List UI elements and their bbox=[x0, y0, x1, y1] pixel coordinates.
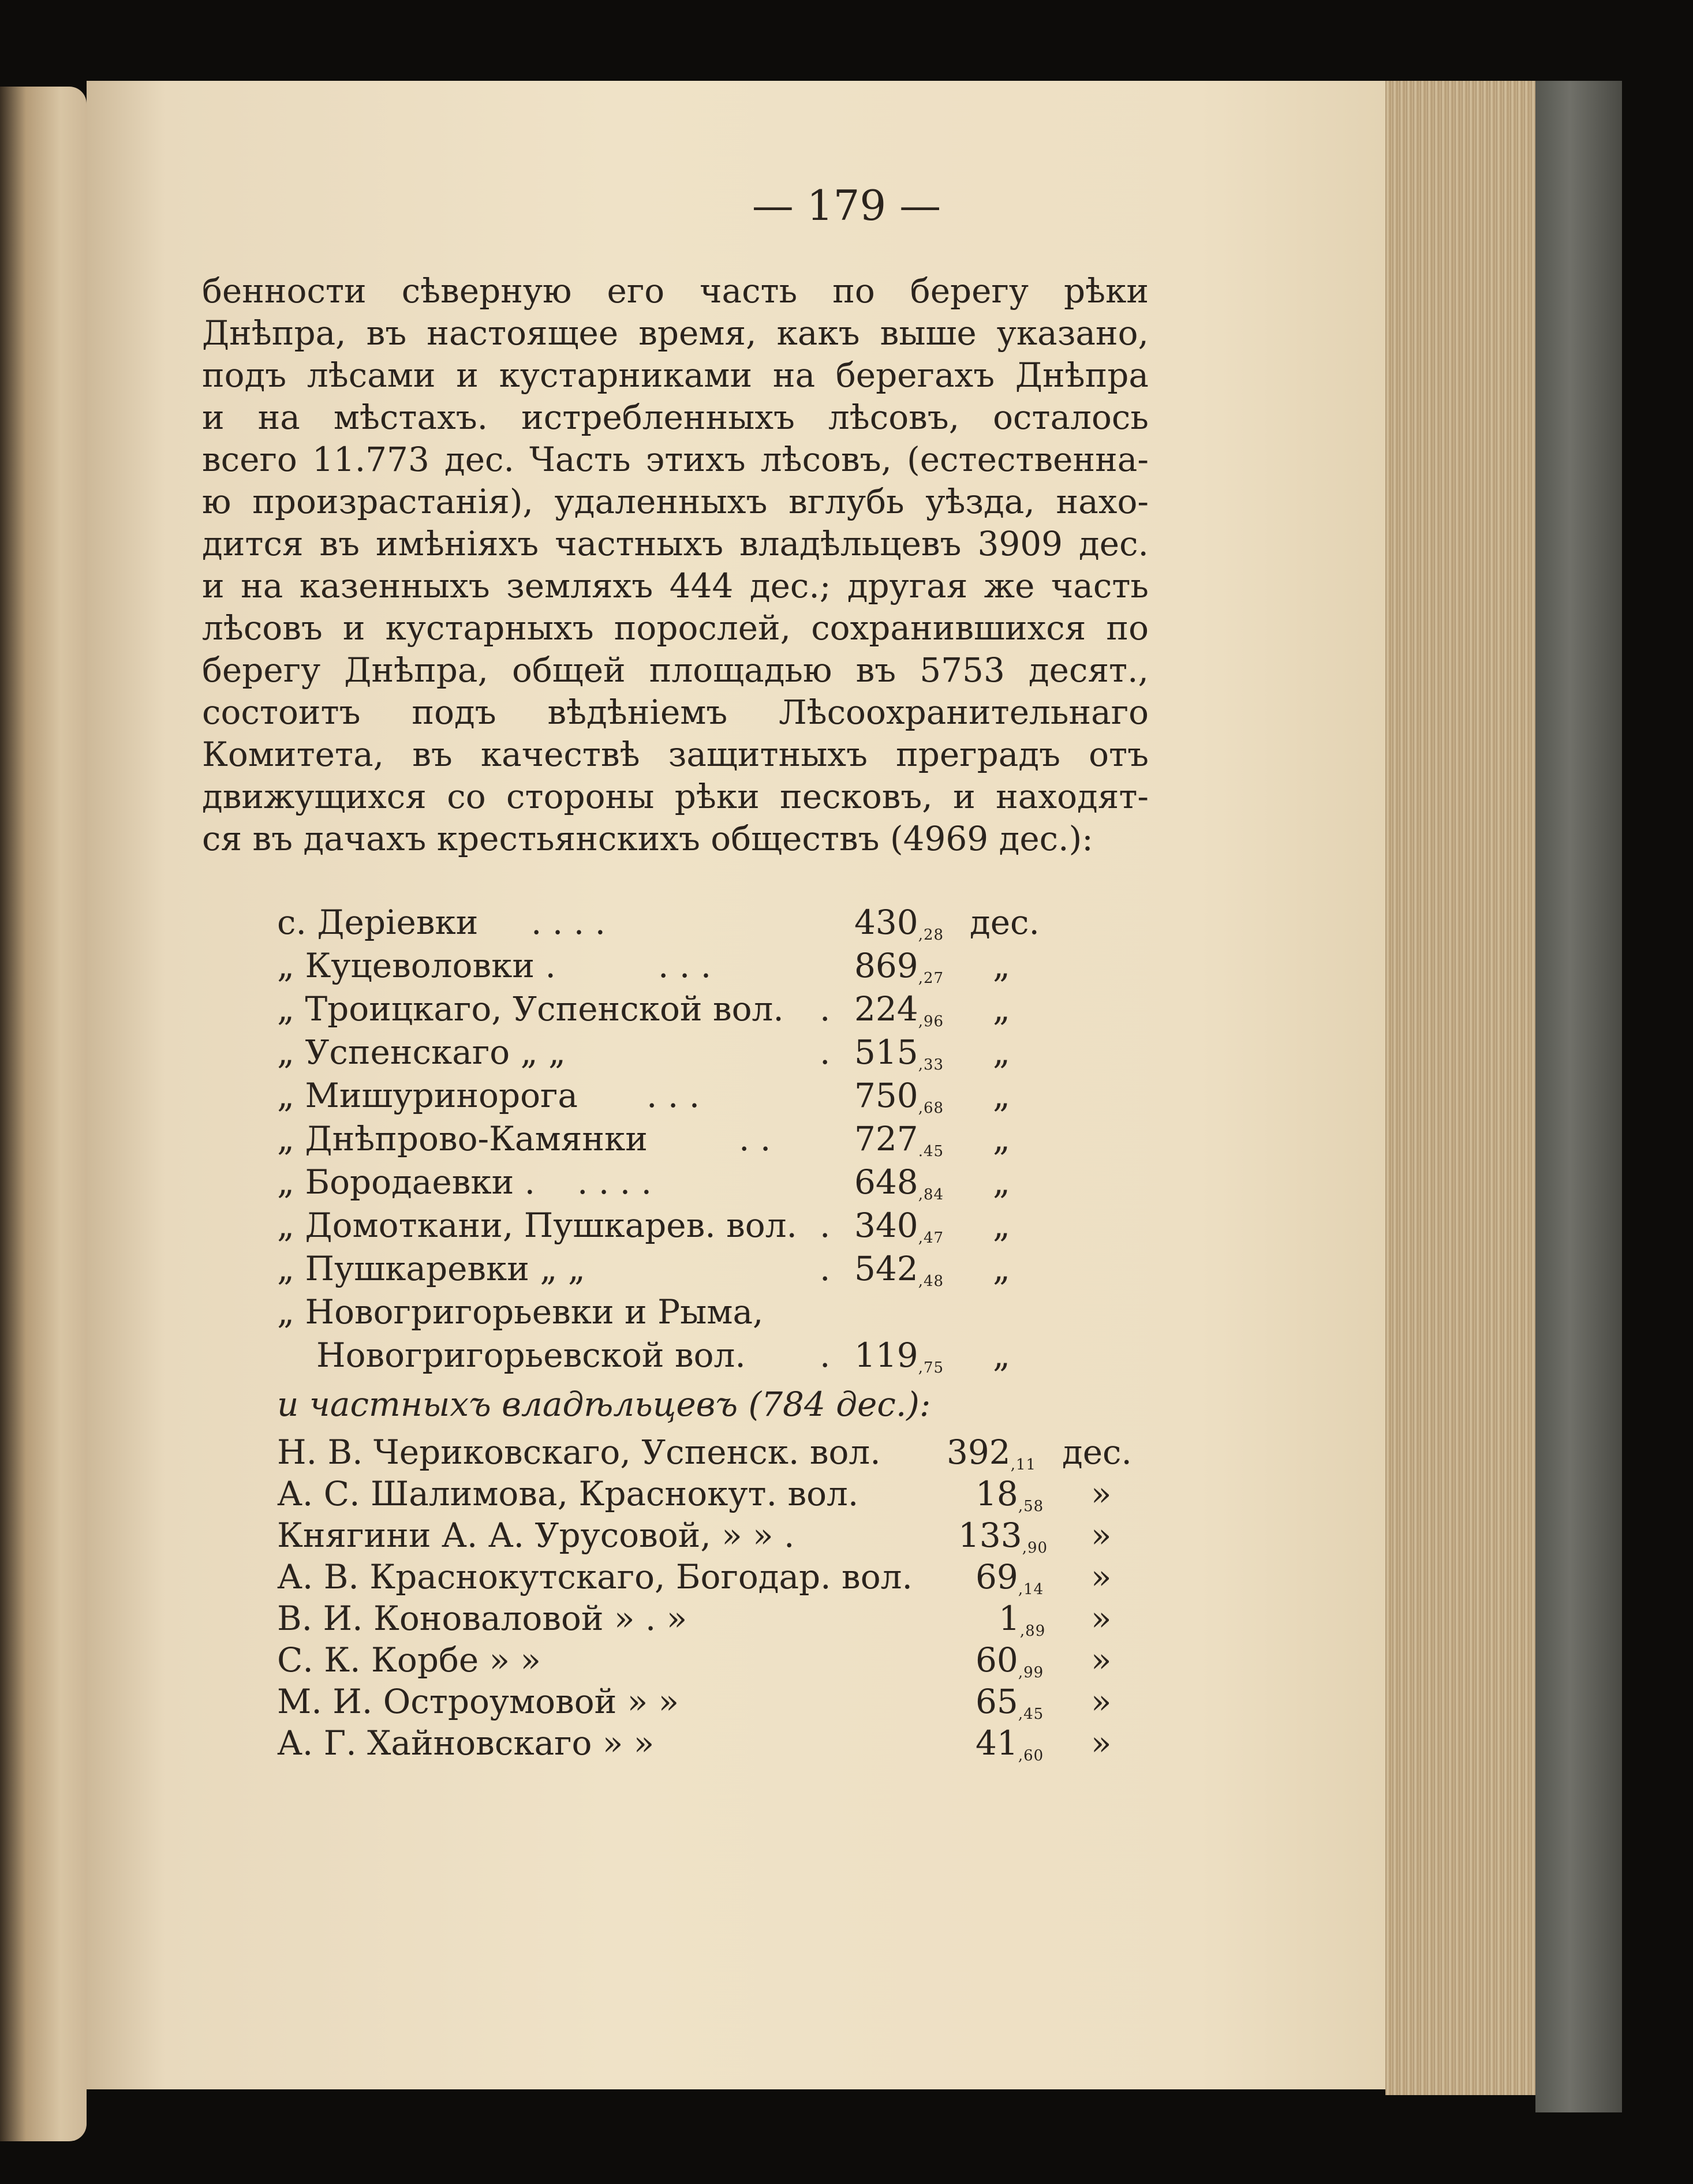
table-row bbox=[277, 1722, 1143, 1764]
row-name: „ Мишуринорога bbox=[277, 1076, 578, 1115]
page-number: — 179 — bbox=[752, 181, 941, 230]
row-dots: . bbox=[820, 1033, 831, 1072]
paragraph-line: лѣсовъ и кустарныхъ порослей, сохранившихся по bbox=[202, 608, 1149, 648]
row-unit: „ bbox=[993, 946, 1011, 985]
row-name: „ Днѣпрово-Камянки bbox=[277, 1119, 648, 1158]
row-unit: » bbox=[1091, 1599, 1112, 1638]
private-owners-heading: и частныхъ владѣльцевъ (784 дес.): bbox=[277, 1385, 931, 1424]
row-value: $648_{,84}$ bbox=[854, 1162, 944, 1203]
table-row bbox=[277, 1639, 1143, 1681]
row-name: А. Г. Хайновскаго » » bbox=[277, 1723, 655, 1763]
row-unit: » bbox=[1091, 1640, 1112, 1680]
row-value: $69_{,14}$ bbox=[976, 1557, 1044, 1598]
row-name: „ Пушкаревки „ „ bbox=[277, 1249, 585, 1288]
row-value: $542_{,48}$ bbox=[854, 1249, 944, 1290]
row-name: В. И. Коноваловой » . » bbox=[277, 1599, 687, 1638]
row-unit: » bbox=[1091, 1557, 1112, 1596]
row-unit: „ bbox=[993, 989, 1011, 1029]
row-value: $392_{,11}$ bbox=[947, 1433, 1037, 1474]
left-page-edge bbox=[0, 87, 87, 2141]
row-name: „ Успенскаго „ „ bbox=[277, 1033, 566, 1072]
paragraph-line: Днѣпра, въ настоящее время, какъ выше указано, bbox=[202, 313, 1149, 353]
row-value: $65_{,45}$ bbox=[976, 1682, 1044, 1723]
paragraph-line: ю произрастанія), удаленныхъ вглубь уѣзда, нахо- bbox=[202, 482, 1149, 521]
table-row bbox=[277, 1248, 1085, 1289]
paragraph-line: дится въ имѣніяхъ частныхъ владѣльцевъ 3909 дес. bbox=[202, 524, 1149, 563]
table-row bbox=[277, 1291, 1085, 1333]
book-cover bbox=[1535, 81, 1622, 2112]
row-name: „ Домоткани, Пушкарев. вол. bbox=[277, 1206, 797, 1245]
row-unit: „ bbox=[993, 1033, 1011, 1072]
row-unit: „ bbox=[993, 1162, 1011, 1202]
row-dots: . . bbox=[739, 1119, 771, 1158]
row-dots: . bbox=[820, 1249, 831, 1288]
row-name: Новогригорьевской вол. bbox=[316, 1336, 746, 1375]
table-row bbox=[277, 1075, 1085, 1116]
row-value: $133_{,90}$ bbox=[958, 1516, 1048, 1557]
row-value: $224_{,96}$ bbox=[854, 989, 944, 1030]
row-value: $1_{,89}$ bbox=[999, 1599, 1046, 1640]
paragraph-line: всего 11.773 дес. Часть этихъ лѣсовъ, (естественна- bbox=[202, 440, 1149, 479]
row-name: „ Троицкаго, Успенской вол. bbox=[277, 989, 784, 1029]
table-row bbox=[277, 1205, 1085, 1246]
table-row bbox=[277, 1556, 1143, 1598]
paragraph-line: подъ лѣсами и кустарниками на берегахъ Днѣпра bbox=[202, 356, 1149, 395]
row-name: Княгини А. А. Урусовой, » » . bbox=[277, 1516, 795, 1555]
row-name: „ Бородаевки . bbox=[277, 1162, 536, 1202]
table-row bbox=[277, 1473, 1143, 1514]
row-unit: » bbox=[1091, 1474, 1112, 1513]
row-name: „ Куцеволовки . bbox=[277, 946, 556, 985]
row-value: $41_{,60}$ bbox=[976, 1723, 1044, 1764]
table-row bbox=[277, 945, 1085, 986]
table-row bbox=[277, 1161, 1085, 1203]
row-name: Н. В. Чериковскаго, Успенск. вол. bbox=[277, 1433, 881, 1472]
row-name: С. К. Корбе » » bbox=[277, 1640, 541, 1680]
row-name: М. И. Остроумовой » » bbox=[277, 1682, 679, 1721]
table-row bbox=[277, 1598, 1143, 1639]
row-name: А. В. Краснокутскаго, Богодар. вол. bbox=[277, 1557, 913, 1596]
row-unit: дес. bbox=[1062, 1433, 1132, 1472]
paragraph-line: Комитета, въ качествѣ защитныхъ преградъ отъ bbox=[202, 735, 1149, 774]
table-row bbox=[277, 1514, 1143, 1556]
paragraph-line: и на мѣстахъ. истребленныхъ лѣсовъ, осталось bbox=[202, 398, 1149, 437]
row-dots: . . . . bbox=[577, 1162, 652, 1202]
row-dots: . . . bbox=[658, 946, 712, 985]
row-name: А. С. Шалимова, Краснокут. вол. bbox=[277, 1474, 859, 1513]
table-row bbox=[277, 1681, 1143, 1722]
table-row bbox=[277, 988, 1085, 1030]
table-row bbox=[277, 1031, 1085, 1073]
row-unit: „ bbox=[993, 1119, 1011, 1158]
row-value: $727_{.45}$ bbox=[854, 1119, 944, 1160]
row-dots: . bbox=[820, 1336, 831, 1375]
row-unit: „ bbox=[993, 1076, 1011, 1115]
row-dots: . bbox=[820, 1206, 831, 1245]
row-unit: дес. bbox=[970, 903, 1040, 942]
row-dots: . bbox=[820, 989, 831, 1029]
page-stack-edges bbox=[1385, 81, 1545, 2095]
table-row bbox=[277, 1431, 1143, 1473]
row-unit: » bbox=[1091, 1682, 1112, 1721]
row-unit: » bbox=[1091, 1723, 1112, 1763]
row-unit: „ bbox=[993, 1206, 1011, 1245]
table-row bbox=[277, 902, 1085, 943]
row-value: $119_{,75}$ bbox=[854, 1336, 944, 1377]
row-name: „ Новогригорьевки и Рыма, bbox=[277, 1292, 764, 1332]
row-value: $340_{,47}$ bbox=[854, 1206, 944, 1247]
row-name: с. Деріевки bbox=[277, 903, 479, 942]
row-value: $515_{,33}$ bbox=[854, 1033, 944, 1074]
row-unit: » bbox=[1091, 1516, 1112, 1555]
paragraph-line: состоитъ подъ вѣдѣніемъ Лѣсоохранительнаго bbox=[202, 693, 1149, 732]
row-dots: . . . bbox=[646, 1076, 700, 1115]
row-value: $430_{,28}$ bbox=[854, 903, 944, 944]
row-value: $869_{,27}$ bbox=[854, 946, 944, 987]
paragraph-line: бенности сѣверную его часть по берегу рѣки bbox=[202, 271, 1149, 311]
row-value: $60_{,99}$ bbox=[976, 1640, 1044, 1681]
paragraph-line: движущихся со стороны рѣки песковъ, и находят- bbox=[202, 777, 1149, 816]
table-row bbox=[316, 1334, 1085, 1376]
paragraph-line: и на казенныхъ земляхъ 444 дес.; другая же часть bbox=[202, 566, 1149, 605]
row-dots: . . . . bbox=[531, 903, 606, 942]
row-unit: „ bbox=[993, 1249, 1011, 1288]
row-value: $750_{,68}$ bbox=[854, 1076, 944, 1117]
table-row bbox=[277, 1118, 1085, 1160]
paragraph-line: ся въ дачахъ крестьянскихъ обществъ (4969 дес.): bbox=[202, 819, 1093, 858]
paragraph-line: берегу Днѣпра, общей площадью въ 5753 десят., bbox=[202, 650, 1149, 690]
row-value: $18_{,58}$ bbox=[976, 1474, 1044, 1515]
row-unit: „ bbox=[993, 1336, 1011, 1375]
